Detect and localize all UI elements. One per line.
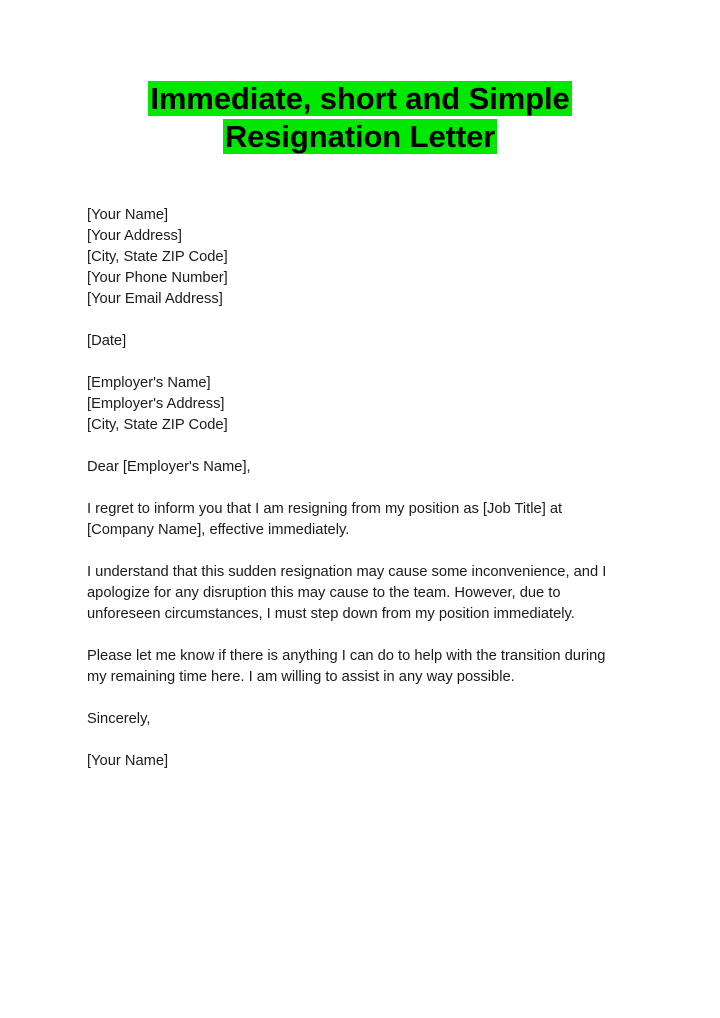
closing: Sincerely, [87, 711, 151, 727]
paragraph-2 [87, 562, 615, 625]
recipient-name: [Employer's Name] [87, 375, 211, 391]
sender-email: [Your Email Address] [87, 291, 223, 307]
signature-name: [Your Name] [87, 753, 169, 769]
paragraph-3-text: Please let me know if there is anything I can do to help with the transition during my remaining time here. I am willing to assist in any way possible. [87, 648, 606, 685]
letter-body [87, 205, 615, 772]
sender-name: [Your Name] [87, 207, 169, 223]
recipient-address-block [87, 373, 615, 436]
sender-phone: [Your Phone Number] [87, 270, 228, 286]
sender-address: [Your Address] [87, 228, 182, 244]
salutation-block [87, 457, 615, 478]
title-highlight-2: Resignation Letter [224, 119, 496, 154]
date-line: [Date] [87, 333, 127, 349]
paragraph-1-text: I regret to inform you that I am resigning from my position as [Job Title] at [Company Name], effective immediately. [87, 501, 563, 538]
page-title [60, 80, 660, 156]
title-line-2 [60, 118, 660, 156]
date-block [87, 331, 615, 352]
recipient-address: [Employer's Address] [87, 396, 225, 412]
paragraph-3 [87, 646, 615, 688]
title-highlight-1: Immediate, short and Simple [150, 81, 570, 116]
salutation: Dear [Employer's Name], [87, 459, 251, 475]
sender-city-state-zip: [City, State ZIP Code] [87, 249, 228, 265]
sender-address-block [87, 205, 615, 310]
title-line-1 [60, 80, 660, 118]
paragraph-1 [87, 499, 615, 541]
closing-block [87, 709, 615, 730]
recipient-city-state-zip: [City, State ZIP Code] [87, 417, 228, 433]
paragraph-2-text: I understand that this sudden resignation may cause some inconvenience, and I apologize for any disruption this may cause to the team. However, due to unforeseen circumstances, I must step down from my position immediately. [87, 564, 607, 622]
signature-block [87, 751, 615, 772]
